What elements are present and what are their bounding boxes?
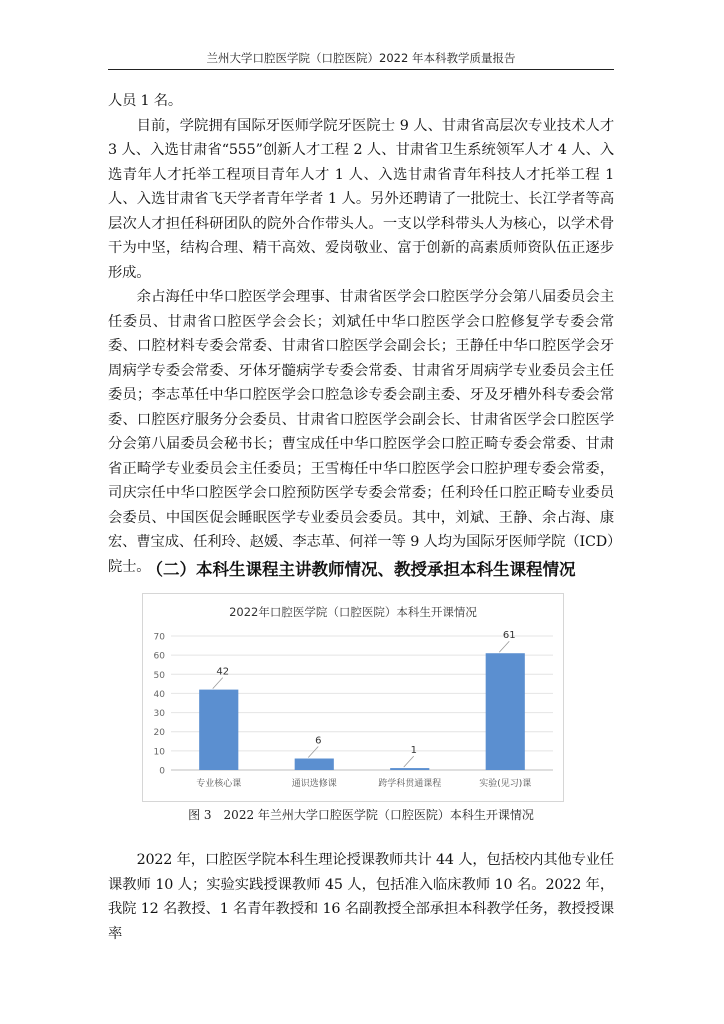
data-label-leader <box>308 747 318 758</box>
bar <box>486 653 525 770</box>
paragraph-continuation: 人员 1 名。 <box>108 93 182 109</box>
y-tick-label: 0 <box>159 766 165 777</box>
chart-title: 2022年口腔医学院（口腔医院）本科生开课情况 <box>229 605 477 619</box>
data-label: 6 <box>315 735 322 747</box>
y-tick-label: 60 <box>153 651 165 662</box>
chart-container <box>142 593 564 802</box>
body-text-top <box>108 89 614 579</box>
bar <box>199 690 238 770</box>
y-tick-label: 50 <box>153 670 165 681</box>
data-label: 61 <box>502 630 516 642</box>
body-text-bottom <box>108 848 614 946</box>
paragraph-teachers: 2022 年，口腔医学院本科生理论授课教师共计 44 人，包括校内其他专业任课教师 10 人；实验实践授课教师 45 人，包括准入临床教师 10 名。2022 年，我院 12 名教授、1 名青年教授和 16 名副教授全部承担本科教学任务，教授授课率 <box>108 852 614 942</box>
bar <box>295 759 334 770</box>
data-label-leader <box>213 678 223 689</box>
y-tick-label: 40 <box>153 689 165 700</box>
section-title: （二）本科生课程主讲教师情况、教授承担本科生课程情况 <box>146 560 576 579</box>
category-label: 实验(见习)课 <box>479 779 532 789</box>
y-tick-label: 10 <box>153 747 165 758</box>
data-label-leader <box>404 756 414 767</box>
y-tick-label: 30 <box>153 709 165 720</box>
y-tick-label: 70 <box>153 632 165 643</box>
paragraph-positions: 余占海任中华口腔医学会理事、甘肃省医学会口腔医学分会第八届委员会主任委员、甘肃省口腔医学会会长；刘斌任中华口腔医学会口腔修复学专委会常委、口腔材料专委会常委、甘肃省口腔医学会副会长；王静任中华口腔医学会牙周病学专委会常委、牙体牙髓病学专委会常委、甘肃省牙周病学专业委员会主任委员；李志革任中华口腔医学会口腔急诊专委会副主委、牙及牙槽外科专委会常委、口腔医疗服务分会委员、甘肃省口腔医学会副会长、甘肃省医学会口腔医学分会第八届委员会秘书长；曹宝成任中华口腔医学会口腔正畸专委会常委、甘肃省正畸学专业委员会主任委员；王雪梅任中华口腔医学会口腔护理专委会常委，司庆宗任中华口腔医学会口腔预防医学专委会常委；任利玲任口腔正畸专业委员会委员、中国医促会睡眠医学专业委员会委员。其中，刘斌、王静、余占海、康宏、曹宝成、任利玲、赵媛、李志革、何祥一等 9 人均为国际牙医师学院（ICD）院士。 <box>108 289 614 575</box>
figure-caption: 图 3 2022 年兰州大学口腔医学院（口腔医院）本科生开课情况 <box>188 808 534 822</box>
y-tick-label: 20 <box>153 728 165 739</box>
data-label: 42 <box>216 666 230 678</box>
page-header: 兰州大学口腔医学院（口腔医院）2022 年本科教学质量报告 <box>108 50 614 70</box>
category-label: 通识选修课 <box>291 779 337 789</box>
bar <box>390 768 429 770</box>
category-label: 专业核心课 <box>196 779 242 789</box>
data-label: 1 <box>410 745 417 757</box>
bar-chart <box>143 594 563 801</box>
paragraph-talent: 目前，学院拥有国际牙医师学院牙医院士 9 人、甘肃省高层次专业技术人才 3 人、入选甘肃省“555”创新人才工程 2 人、甘肃省卫生系统领军人才 4 人、入选青年人才托举工程项目青年人才 1 人、入选甘肃省青年科技人才托举工程 1 人、入选甘肃省飞天学者青年学者 1 人。另外还聘请了一批院士、长江学者等高层次人才担任科研团队的院外合作带头人。一支以学科带头人为核心，以学术骨干为中坚，结构合理、精干高效、爱岗敬业、富于创新的高素质师资队伍正逐步形成。 <box>108 117 614 281</box>
data-label-leader <box>499 641 509 652</box>
category-label: 跨学科贯通课程 <box>378 779 442 789</box>
